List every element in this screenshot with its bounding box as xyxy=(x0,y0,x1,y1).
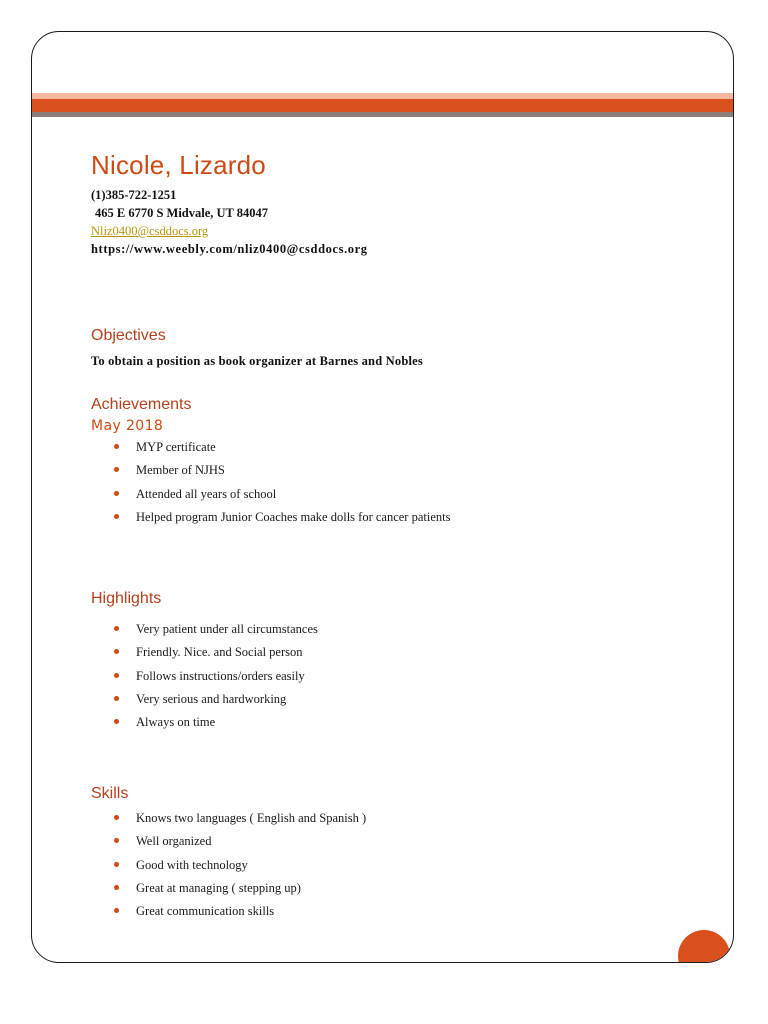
achievements-date: May 2018 xyxy=(91,418,164,434)
bullet-icon xyxy=(114,908,119,913)
contact-block xyxy=(91,186,368,258)
resume-name: Nicole, Lizardo xyxy=(91,150,266,180)
decorative-circle xyxy=(678,930,730,963)
list-item: Always on time xyxy=(108,713,318,736)
list-item: Very patient under all circumstances xyxy=(108,620,318,643)
list-item: Helped program Junior Coaches make dolls for cancer patients xyxy=(108,508,450,531)
list-item: Very serious and hardworking xyxy=(108,690,318,713)
list-item: Attended all years of school xyxy=(108,485,450,508)
skills-heading: Skills xyxy=(91,785,129,802)
bullet-icon xyxy=(114,467,119,472)
bullet-icon xyxy=(114,649,119,654)
list-item: Friendly. Nice. and Social person xyxy=(108,643,318,666)
skills-list xyxy=(108,809,366,925)
bullet-icon xyxy=(114,815,119,820)
bullet-icon xyxy=(114,673,119,678)
bullet-icon xyxy=(114,885,119,890)
phone-number: (1)385-722-1251 xyxy=(91,188,177,202)
highlights-list xyxy=(108,620,318,736)
street-address: 465 E 6770 S Midvale, UT 84047 xyxy=(95,206,269,220)
achievements-heading: Achievements xyxy=(91,396,192,413)
list-item: Great at managing ( stepping up) xyxy=(108,879,366,902)
bullet-icon xyxy=(114,491,119,496)
bullet-icon xyxy=(114,514,119,519)
bullet-icon xyxy=(114,444,119,449)
bullet-icon xyxy=(114,862,119,867)
objectives-heading: Objectives xyxy=(91,327,166,344)
header-band-gray xyxy=(32,112,733,117)
resume-page xyxy=(31,31,734,963)
objective-text: To obtain a position as book organizer at Barnes and Nobles xyxy=(91,354,423,368)
header-band-accent xyxy=(32,99,733,112)
bullet-icon xyxy=(114,838,119,843)
highlights-heading: Highlights xyxy=(91,590,162,607)
website-url: https://www.weebly.com/nliz0400@csddocs.org xyxy=(91,242,368,256)
list-item: Follows instructions/orders easily xyxy=(108,667,318,690)
list-item: Knows two languages ( English and Spanish ) xyxy=(108,809,366,832)
bullet-icon xyxy=(114,626,119,631)
list-item: MYP certificate xyxy=(108,438,450,461)
list-item: Good with technology xyxy=(108,856,366,879)
bullet-icon xyxy=(114,696,119,701)
list-item: Great communication skills xyxy=(108,902,366,925)
bullet-icon xyxy=(114,719,119,724)
list-item: Member of NJHS xyxy=(108,461,450,484)
achievements-list xyxy=(108,438,450,531)
email-link[interactable]: Nliz0400@csddocs.org xyxy=(91,224,209,238)
list-item: Well organized xyxy=(108,832,366,855)
